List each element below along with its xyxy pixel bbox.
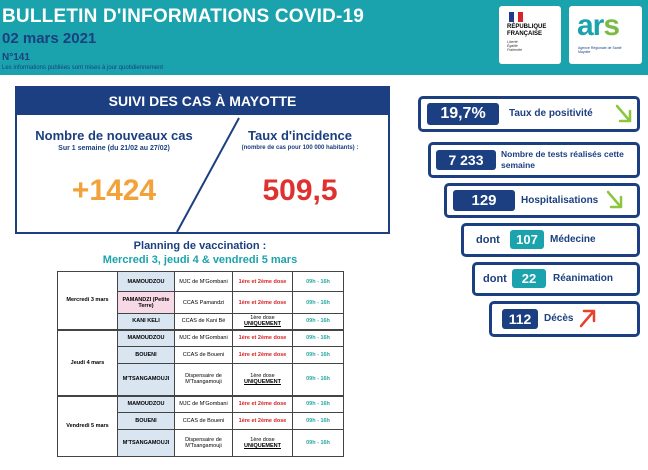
location-cell: M'TSANGAMOUJI bbox=[118, 364, 175, 396]
day-cell: Mercredi 3 mars bbox=[58, 272, 118, 330]
site-cell: MJC de M'Gombani bbox=[175, 272, 233, 292]
vaccination-table bbox=[57, 271, 344, 457]
dose-cell: 1ère et 2ème dose bbox=[233, 272, 293, 292]
down-right-arrow-icon bbox=[614, 103, 634, 125]
update-note: Les informations publiées sont mises à jour quotidiennement bbox=[2, 65, 164, 71]
day-cell: Jeudi 4 mars bbox=[58, 330, 118, 396]
reanimation-value: 22 bbox=[512, 269, 546, 288]
site-cell: CCAS Pamandzi bbox=[175, 292, 233, 314]
republique-francaise-logo bbox=[499, 6, 561, 64]
hours-cell: 09h - 16h bbox=[293, 314, 344, 330]
table-row bbox=[58, 330, 344, 347]
rf-name: RÉPUBLIQUE FRANÇAISE bbox=[507, 24, 547, 37]
dose-cell: 1ère dose UNIQUEMENT bbox=[233, 430, 293, 457]
location-cell: KANI KELI bbox=[118, 314, 175, 330]
deaths-value: 112 bbox=[502, 309, 538, 329]
site-cell: MJC de M'Gombani bbox=[175, 396, 233, 413]
location-cell: BOUENI bbox=[118, 347, 175, 364]
cases-panel bbox=[15, 86, 390, 234]
dose-cell: 1ère dose UNIQUEMENT bbox=[233, 364, 293, 396]
location-cell: M'TSANGAMOUJI bbox=[118, 430, 175, 457]
hours-cell: 09h - 16h bbox=[293, 347, 344, 364]
new-cases-title: Nombre de nouveaux cas bbox=[35, 128, 193, 143]
hours-cell: 09h - 16h bbox=[293, 430, 344, 457]
site-cell: CCAS de Boueni bbox=[175, 413, 233, 430]
bulletin-number: N°141 bbox=[2, 52, 30, 63]
down-right-arrow-icon bbox=[605, 189, 625, 211]
positivity-label: Taux de positivité bbox=[509, 108, 593, 119]
reanimation-label: Réanimation bbox=[553, 273, 614, 284]
vaccination-title: Planning de vaccination : bbox=[133, 240, 267, 252]
hospitalisations-value: 129 bbox=[453, 190, 515, 211]
tests-value: 7 233 bbox=[436, 150, 496, 170]
hours-cell: 09h - 16h bbox=[293, 330, 344, 347]
positivity-indicator bbox=[418, 96, 640, 132]
tests-indicator bbox=[428, 142, 640, 178]
reanimation-prefix: dont bbox=[483, 273, 507, 285]
hours-cell: 09h - 16h bbox=[293, 364, 344, 396]
incidence-subtitle: (nombre de cas pour 100 000 habitants) : bbox=[241, 145, 359, 151]
ars-wordmark: ars bbox=[577, 9, 620, 42]
hours-cell: 09h - 16h bbox=[293, 413, 344, 430]
dose-cell: 1ère et 2ème dose bbox=[233, 413, 293, 430]
tests-label: Nombre de tests réalisés cette semaine bbox=[501, 149, 624, 170]
dose-cell: 1ère dose UNIQUEMENT bbox=[233, 314, 293, 330]
deaths-label: Décès bbox=[544, 313, 574, 324]
hours-cell: 09h - 16h bbox=[293, 292, 344, 314]
deaths-indicator bbox=[489, 301, 640, 337]
hours-cell: 09h - 16h bbox=[293, 272, 344, 292]
dose-cell: 1ère et 2ème dose bbox=[233, 292, 293, 314]
site-cell: Dispensaire de M'Tsangamouji bbox=[175, 430, 233, 457]
dose-cell: 1ère et 2ème dose bbox=[233, 347, 293, 364]
incidence-value: 509,5 bbox=[262, 174, 338, 207]
ars-logo bbox=[569, 6, 642, 64]
dose-cell: 1ère et 2ème dose bbox=[233, 330, 293, 347]
up-right-arrow-icon bbox=[578, 307, 598, 329]
day-cell: Vendredi 5 mars bbox=[58, 396, 118, 457]
new-cases-value: +1424 bbox=[71, 174, 157, 207]
table-row bbox=[58, 272, 344, 292]
vaccination-subtitle: Mercredi 3, jeudi 4 & vendredi 5 mars bbox=[102, 254, 298, 266]
dose-cell: 1ère et 2ème dose bbox=[233, 396, 293, 413]
medicine-prefix: dont bbox=[476, 234, 500, 246]
cases-panel-header: SUIVI DES CAS À MAYOTTE bbox=[17, 88, 388, 115]
panel-divider bbox=[17, 88, 388, 232]
positivity-value: 19,7% bbox=[427, 103, 499, 125]
site-cell: CCAS de Kani Bé bbox=[175, 314, 233, 330]
location-cell: BOUENI bbox=[118, 413, 175, 430]
location-cell: MAMOUDZOU bbox=[118, 396, 175, 413]
medicine-indicator bbox=[461, 223, 640, 257]
hours-cell: 09h - 16h bbox=[293, 396, 344, 413]
site-cell: Dispensaire de M'Tsangamouji bbox=[175, 364, 233, 396]
location-cell: MAMOUDZOU bbox=[118, 272, 175, 292]
hospitalisations-label: Hospitalisations bbox=[521, 195, 599, 206]
table-row bbox=[58, 396, 344, 413]
reanimation-indicator bbox=[472, 262, 640, 296]
location-cell: PAMANDZI (Petite Terre) bbox=[118, 292, 175, 314]
hospitalisations-indicator bbox=[444, 183, 640, 218]
incidence-title: Taux d'incidence bbox=[248, 128, 352, 143]
bulletin-title: BULLETIN D'INFORMATIONS COVID-19 bbox=[2, 6, 365, 27]
location-cell: MAMOUDZOU bbox=[118, 330, 175, 347]
french-flag-icon bbox=[509, 12, 523, 22]
medicine-value: 107 bbox=[510, 230, 544, 249]
header-banner bbox=[0, 0, 648, 75]
bulletin-date: 02 mars 2021 bbox=[2, 30, 97, 47]
rf-motto: Liberté Égalité Fraternité bbox=[507, 40, 522, 52]
ars-subtitle: Agence Régionale de Santé Mayotte bbox=[578, 46, 622, 54]
medicine-label: Médecine bbox=[550, 234, 596, 245]
site-cell: MJC de M'Gombani bbox=[175, 330, 233, 347]
site-cell: CCAS de Boueni bbox=[175, 347, 233, 364]
new-cases-period: Sur 1 semaine (du 21/02 au 27/02) bbox=[58, 145, 170, 152]
